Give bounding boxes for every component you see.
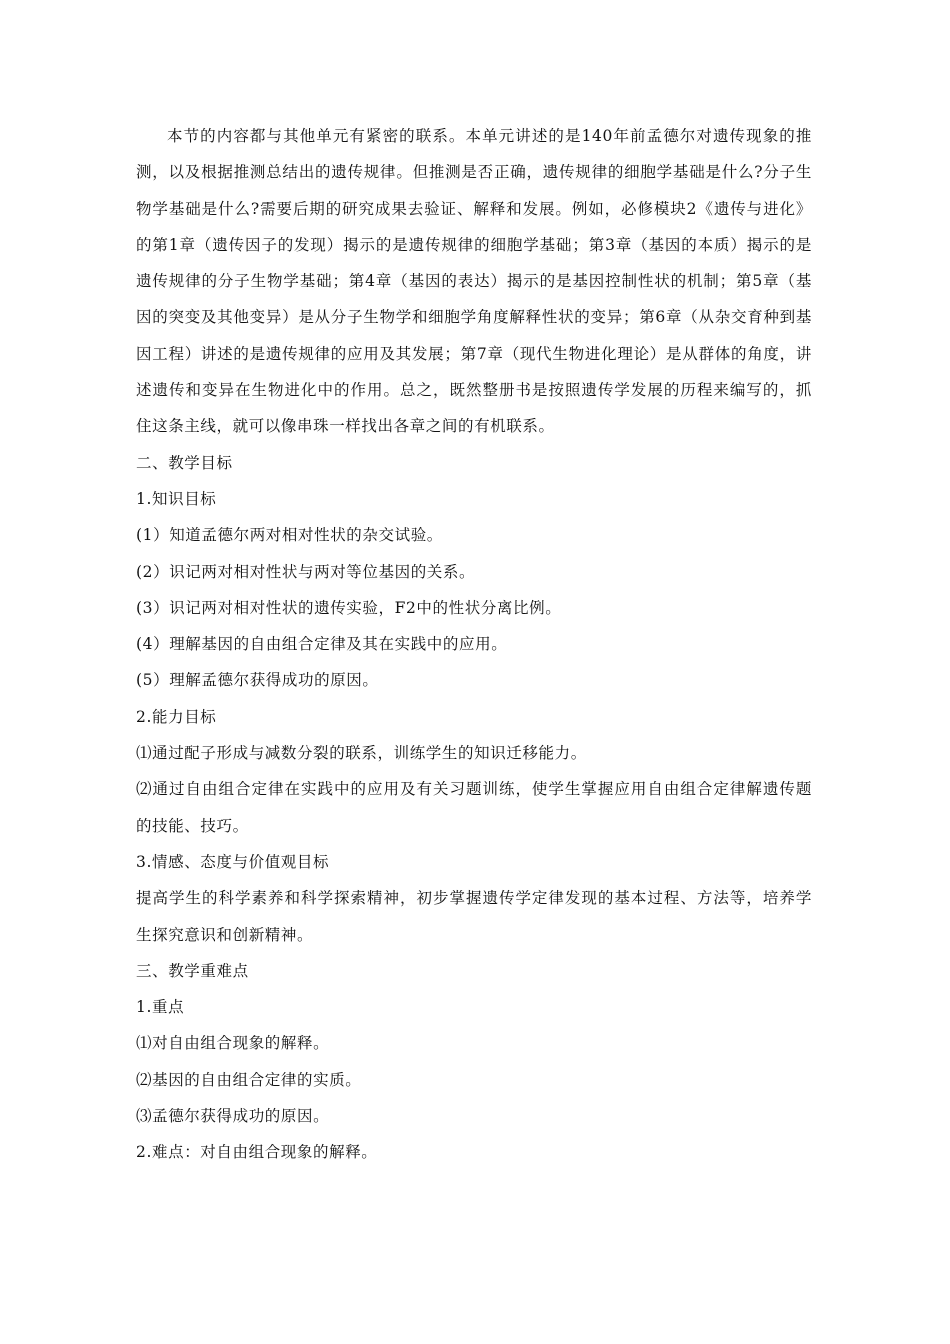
emotion-goals-text: 提高学生的科学素养和科学探索精神，初步掌握遗传学定律发现的基本过程、方法等，培养学生探究意识和创新精神。 <box>136 889 812 944</box>
subheading-emotion-goals: 3.情感、态度与价值观目标 <box>136 852 330 871</box>
document-page <box>136 118 812 1171</box>
subheading-ability-goals: 2.能力目标 <box>136 707 217 726</box>
list-item: ⑶孟德尔获得成功的原因。 <box>136 1107 330 1126</box>
section-heading-key-difficult-points: 三、教学重难点 <box>136 961 249 980</box>
list-item: (5）理解孟德尔获得成功的原因。 <box>136 671 379 690</box>
list-item: (3）识记两对相对性状的遗传实验，F2中的性状分离比例。 <box>136 598 562 617</box>
intro-paragraph: 本节的内容都与其他单元有紧密的联系。本单元讲述的是140年前孟德尔对遗传现象的推测，以及根据推测总结出的遗传规律。但推测是否正确，遗传规律的细胞学基础是什么?分子生物学基础是什么?需要后期的研究成果去验证、解释和发展。例如，必修模块2《遗传与进化》的第1章（遗传因子的发现）揭示的是遗传规律的细胞学基础；第3章（基因的本质）揭示的是遗传规律的分子生物学基础；第4章（基因的表达）揭示的是基因控制性状的机制；第5章（基因的突变及其他变异）是从分子生物学和细胞学角度解释性状的变异；第6章（从杂交育种到基因工程）讲述的是遗传规律的应用及其发展；第7章（现代生物进化理论）是从群体的角度，讲述遗传和变异在生物进化中的作用。总之，既然整册书是按照遗传学发展的历程来编写的，抓住这条主线，就可以像串珠一样找出各章之间的有机联系。 <box>136 127 812 436</box>
difficult-points: 2.难点：对自由组合现象的解释。 <box>136 1143 378 1162</box>
list-item: ⑵基因的自由组合定律的实质。 <box>136 1070 362 1089</box>
list-item: (1）知道孟德尔两对相对性状的杂交试验。 <box>136 526 443 545</box>
list-item: ⑵通过自由组合定律在实践中的应用及有关习题训练，使学生掌握应用自由组合定律解遗传题的技能、技巧。 <box>136 780 812 835</box>
list-item: ⑴对自由组合现象的解释。 <box>136 1034 330 1053</box>
list-item: (4）理解基因的自由组合定律及其在实践中的应用。 <box>136 635 508 654</box>
section-heading-teaching-goals: 二、教学目标 <box>136 453 233 472</box>
list-item: ⑴通过配子形成与减数分裂的联系，训练学生的知识迁移能力。 <box>136 744 587 763</box>
subheading-key-points: 1.重点 <box>136 998 185 1017</box>
list-item: (2）识记两对相对性状与两对等位基因的关系。 <box>136 562 476 581</box>
subheading-knowledge-goals: 1.知识目标 <box>136 489 217 508</box>
